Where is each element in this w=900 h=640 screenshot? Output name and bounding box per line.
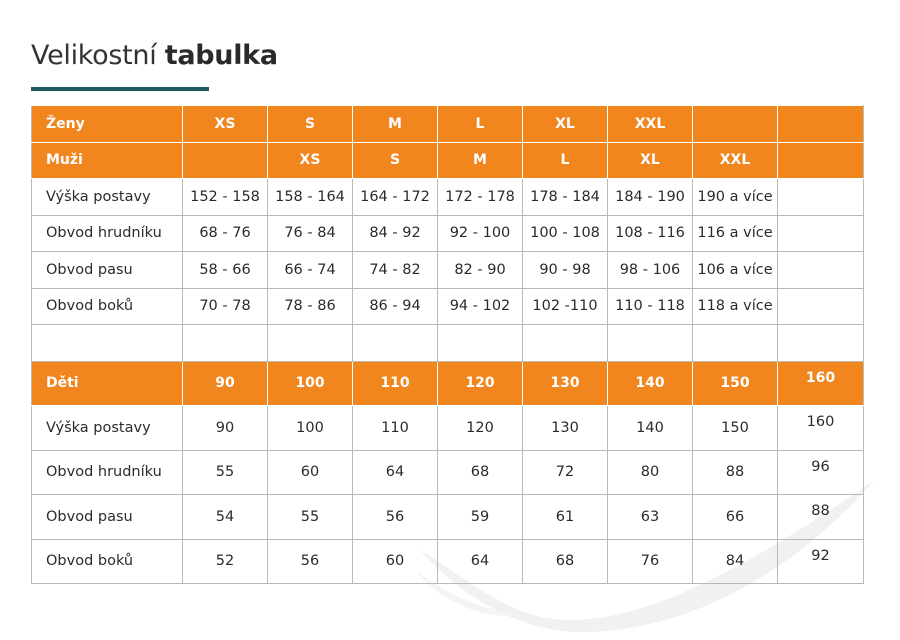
spacer-row-label <box>32 325 183 362</box>
adult-row-label: Obvod boků <box>32 288 183 325</box>
table-cell: L <box>523 142 608 179</box>
kids-row-label: Obvod pasu <box>32 495 183 540</box>
table-cell: 150 <box>693 361 778 406</box>
table-cell: 92 <box>778 539 864 584</box>
table-cell: M <box>353 106 438 143</box>
adult-row <box>32 252 864 289</box>
table-cell: 55 <box>268 495 353 540</box>
header-row-men-label: Muži <box>32 142 183 179</box>
table-cell: 90 <box>183 361 268 406</box>
table-cell: 56 <box>268 539 353 584</box>
table-cell: XS <box>183 106 268 143</box>
adult-row <box>32 288 864 325</box>
page-title <box>31 40 278 71</box>
table-cell: 120 <box>438 361 523 406</box>
table-cell <box>693 325 778 362</box>
table-cell: 106 a více <box>693 252 778 289</box>
table-cell: 59 <box>438 495 523 540</box>
table-cell: XS <box>268 142 353 179</box>
table-cell: 110 - 118 <box>608 288 693 325</box>
table-cell <box>778 179 864 216</box>
table-cell <box>183 142 268 179</box>
table-cell: 58 - 66 <box>183 252 268 289</box>
table-cell <box>778 215 864 252</box>
table-cell: 84 - 92 <box>353 215 438 252</box>
table-cell: 86 - 94 <box>353 288 438 325</box>
table-cell: 110 <box>353 361 438 406</box>
table-cell: 150 <box>693 406 778 451</box>
table-cell: 160 <box>778 361 864 406</box>
table-cell: 98 - 106 <box>608 252 693 289</box>
table-cell: 72 <box>523 450 608 495</box>
table-cell <box>778 325 864 362</box>
table-cell: 76 - 84 <box>268 215 353 252</box>
table-cell: 110 <box>353 406 438 451</box>
table-cell: 56 <box>353 495 438 540</box>
kids-row <box>32 450 864 495</box>
table-cell: 80 <box>608 450 693 495</box>
table-cell: S <box>353 142 438 179</box>
table-cell: 102 -110 <box>523 288 608 325</box>
header-row-men <box>32 142 864 179</box>
header-row-women <box>32 106 864 143</box>
table-cell: 178 - 184 <box>523 179 608 216</box>
table-cell <box>693 106 778 143</box>
table-cell <box>778 252 864 289</box>
table-cell: 68 <box>438 450 523 495</box>
title-underline <box>31 87 209 91</box>
table-cell: 55 <box>183 450 268 495</box>
table-cell: 158 - 164 <box>268 179 353 216</box>
kids-row-label: Výška postavy <box>32 406 183 451</box>
table-cell <box>778 106 864 143</box>
kids-row-label: Obvod boků <box>32 539 183 584</box>
table-cell: 64 <box>438 539 523 584</box>
table-cell: XXL <box>608 106 693 143</box>
table-cell <box>523 325 608 362</box>
table-cell: 60 <box>353 539 438 584</box>
table-cell: 140 <box>608 406 693 451</box>
table-cell: 96 <box>778 450 864 495</box>
table-cell: 100 <box>268 361 353 406</box>
kids-row <box>32 495 864 540</box>
kids-row <box>32 539 864 584</box>
adult-row-label: Obvod pasu <box>32 252 183 289</box>
table-cell: XXL <box>693 142 778 179</box>
table-cell: 100 - 108 <box>523 215 608 252</box>
table-cell: XL <box>523 106 608 143</box>
adult-row-label: Obvod hrudníku <box>32 215 183 252</box>
table-cell <box>608 325 693 362</box>
size-table <box>31 105 864 584</box>
table-cell <box>268 325 353 362</box>
table-cell: 88 <box>778 495 864 540</box>
table-cell: 140 <box>608 361 693 406</box>
table-cell: 54 <box>183 495 268 540</box>
table-cell: 108 - 116 <box>608 215 693 252</box>
table-cell: 100 <box>268 406 353 451</box>
table-cell: M <box>438 142 523 179</box>
table-cell: 90 <box>183 406 268 451</box>
table-cell <box>353 325 438 362</box>
table-cell: 92 - 100 <box>438 215 523 252</box>
title-light: Velikostní <box>31 40 157 71</box>
table-cell: 94 - 102 <box>438 288 523 325</box>
table-cell: 52 <box>183 539 268 584</box>
table-cell: 66 - 74 <box>268 252 353 289</box>
table-cell: 160 <box>778 406 864 451</box>
table-cell: 68 <box>523 539 608 584</box>
kids-row <box>32 406 864 451</box>
table-cell: 184 - 190 <box>608 179 693 216</box>
table-cell: 116 a více <box>693 215 778 252</box>
table-cell <box>183 325 268 362</box>
table-cell: XL <box>608 142 693 179</box>
table-cell: 130 <box>523 361 608 406</box>
table-cell: 68 - 76 <box>183 215 268 252</box>
table-cell: 190 a více <box>693 179 778 216</box>
table-cell <box>778 142 864 179</box>
table-cell: 61 <box>523 495 608 540</box>
table-cell: 74 - 82 <box>353 252 438 289</box>
table-cell <box>438 325 523 362</box>
table-cell: 88 <box>693 450 778 495</box>
title-bold: tabulka <box>164 40 278 71</box>
table-cell: 63 <box>608 495 693 540</box>
adult-row <box>32 179 864 216</box>
kids-row-label: Obvod hrudníku <box>32 450 183 495</box>
table-cell: S <box>268 106 353 143</box>
table-cell: 120 <box>438 406 523 451</box>
table-cell: 172 - 178 <box>438 179 523 216</box>
table-cell <box>778 288 864 325</box>
table-cell: 60 <box>268 450 353 495</box>
table-cell: 82 - 90 <box>438 252 523 289</box>
table-cell: 152 - 158 <box>183 179 268 216</box>
table-cell: 164 - 172 <box>353 179 438 216</box>
table-cell: 70 - 78 <box>183 288 268 325</box>
adult-row-label: Výška postavy <box>32 179 183 216</box>
table-cell: 64 <box>353 450 438 495</box>
header-row-kids-label: Děti <box>32 361 183 406</box>
table-cell: 118 a více <box>693 288 778 325</box>
table-cell: 84 <box>693 539 778 584</box>
table-cell: 130 <box>523 406 608 451</box>
spacer-row <box>32 325 864 362</box>
table-cell: 78 - 86 <box>268 288 353 325</box>
table-cell: L <box>438 106 523 143</box>
table-cell: 76 <box>608 539 693 584</box>
table-cell: 90 - 98 <box>523 252 608 289</box>
adult-row <box>32 215 864 252</box>
header-row-kids <box>32 361 864 406</box>
header-row-women-label: Ženy <box>32 106 183 143</box>
table-cell: 66 <box>693 495 778 540</box>
